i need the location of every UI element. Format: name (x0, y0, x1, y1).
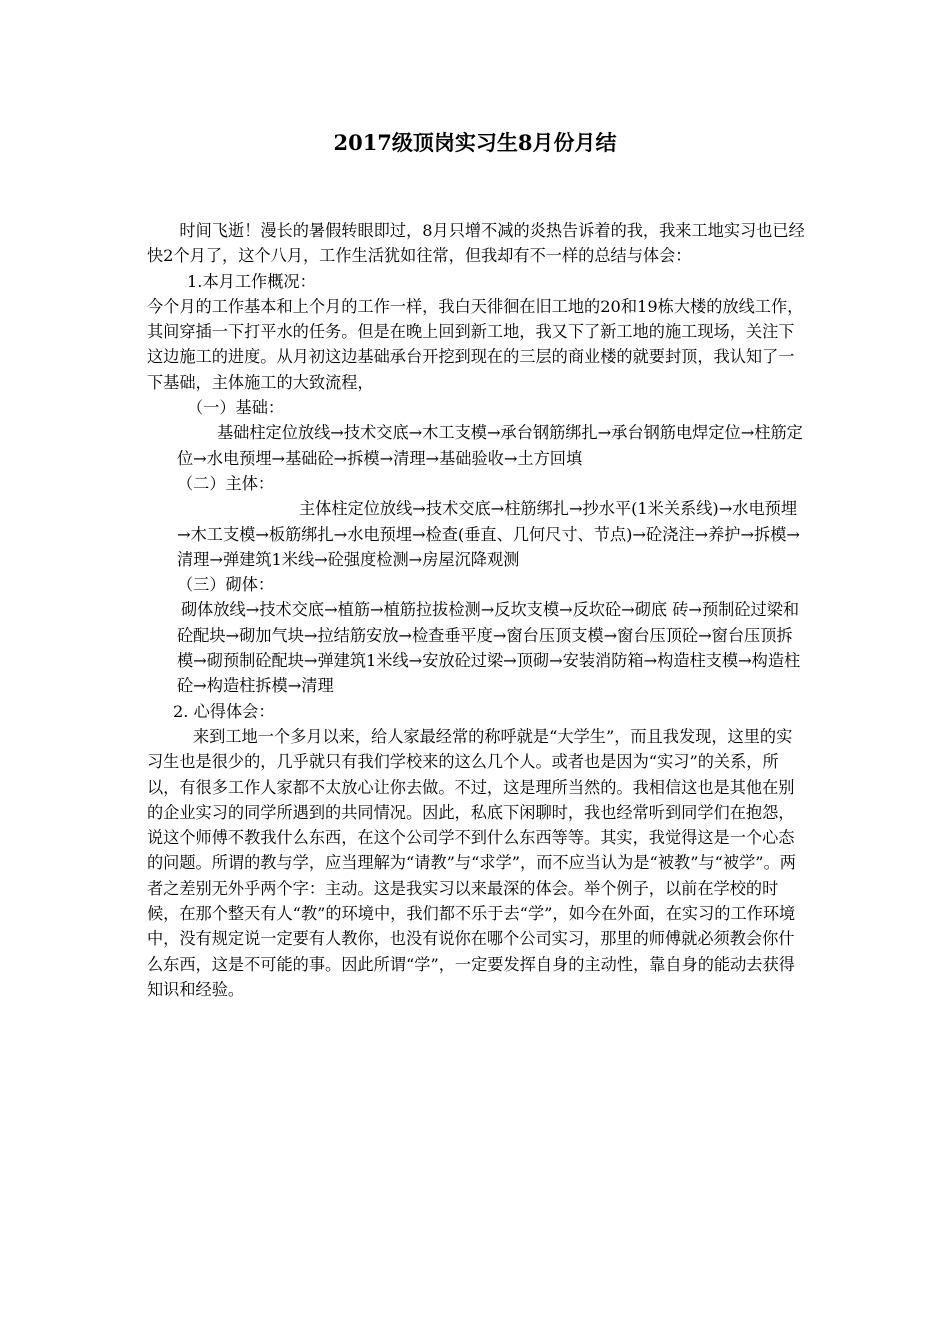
sub3-flow: 砌体放线→技术交底→植筋→植筋拉拔检测→反坎支模→反坎砼→砌底 砖→预制砼过梁和砼配块→砌加气块→拉结筋安放→检查垂平度→窗台压顶支模→窗台压顶砼→窗台压顶拆模→砌预制砼配块→弹建筑1米线→安放砼过梁→顶砌→安装消防箱→构造柱支模→构造柱砼→构造柱拆模→清理 (177, 600, 801, 696)
section2-heading: 2. 心得体会： (173, 701, 275, 721)
sub1-heading: （一）基础： (187, 398, 285, 418)
intro-paragraph: 时间飞逝！漫长的暑假转眼即过，8月只增不减的炎热告诉着的我，我来工地实习也已经快2个月了，这个八月，工作生活犹如往常，但我却有不一样的总结与体会： (147, 221, 805, 266)
sub2-flow: 主体柱定位放线→技术交底→柱筋绑扎→抄水平(1米关系线)→水电预埋→木工支模→板筋绑扎→水电预埋→检查(垂直、几何尺寸、节点)→砼浇注→养护→拆模→清理→弹建筑1米线→砼强度检测→房屋沉降观测 (177, 499, 800, 569)
page-title: 2017级顶岗实习生8月份月结 (333, 130, 617, 155)
section1-body: 今个月的工作基本和上个月的工作一样，我白天徘徊在旧工地的20和19栋大楼的放线工作，其间穿插一下打平水的任务。但是在晚上回到新工地，我又下了新工地的施工现场，关注下这边施工的进度。从月初这边基础承台开挖到现在的三层的商业楼的就要封顶，我认知了一下基础，主体施工的大致流程， (147, 296, 804, 392)
sub2-heading: （二）主体： (177, 473, 275, 493)
section2-body: 来到工地一个多月以来，给人家最经常的称呼就是“大学生”，而且我发现，这里的实习生也是很少的，几乎就只有我们学校来的这么几个人。或者也是因为“实习”的关系，所以，有很多工作人家都不太放心让你去做。不过，这是理所当然的。我相信这也是其他在别的企业实习的同学所遇到的共同情况。因此，私底下闲聊时，我也经常听到同学们在抱怨，说这个师傅不教我什么东西，在这个公司学不到什么东西等等。其实，我觉得这是一个心态的问题。所谓的教与学，应当理解为“请教”与“求学”，而不应当认为是“被教”与“被学”。两者之差别无外乎两个字：主动。这是我实习以来最深的体会。举个例子，以前在学校的时候，在那个整天有人“教”的环境中，我们都不乐于去“学”，如今在外面，在实习的工作环境中，没有规定说一定要有人教你，也没有说你在哪个公司实习，那里的师傅就必须教会你什么东西，这是不可能的事。因此所谓“学”，一定要发挥自身的主动性，靠自身的能动去获得知识和经验。 (147, 726, 796, 999)
section1-heading: 1.本月工作概况： (187, 271, 316, 291)
sub1-flow: 基础柱定位放线→技术交底→木工支模→承台钢筋绑扎→承台钢筋电焊定位→柱筋定位→水电预埋→基础砼→拆模→清理→基础验收→土方回填 (177, 423, 803, 468)
document-body (147, 218, 807, 1002)
sub3-heading: （三）砌体： (177, 575, 275, 595)
